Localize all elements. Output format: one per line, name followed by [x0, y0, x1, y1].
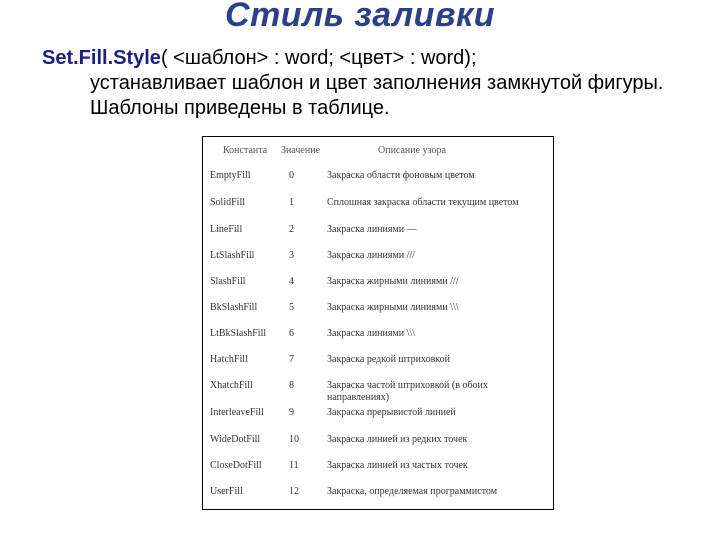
row-value: 8 [289, 380, 294, 391]
row-description: Сплошная закраска области текущим цветом [327, 197, 519, 208]
table-row [203, 460, 553, 488]
table-row [203, 276, 553, 304]
table-row [203, 407, 553, 435]
procedure-params: ( <шаблон> : word; <цвет> : word); [160, 47, 477, 69]
row-constant: LineFill [210, 224, 243, 235]
procedure-signature [42, 46, 702, 71]
row-constant: InterleaveFill [210, 407, 264, 418]
table-row [203, 224, 553, 252]
row-constant: LtBkSlashFill [210, 328, 267, 339]
row-description: Закраска редкой штриховкой [327, 354, 451, 365]
table-row [203, 250, 553, 278]
slide-description [42, 46, 702, 121]
row-value: 5 [289, 302, 294, 313]
table-row [203, 328, 553, 356]
row-value: 10 [289, 434, 299, 445]
row-description: Закраска жирными линиями \\\ [327, 302, 459, 313]
table-row [203, 170, 553, 198]
row-description: Закраска линией из частых точек [327, 460, 468, 471]
row-value: 9 [289, 407, 294, 418]
row-constant: SlashFill [210, 276, 246, 287]
row-description: Закраска жирными линиями /// [327, 276, 459, 287]
table-row [203, 434, 553, 462]
row-constant: LtSlashFill [210, 250, 255, 261]
slide-title: Стиль заливки [225, 0, 495, 34]
table-row [203, 197, 553, 225]
table-header-description: Описание узора [378, 145, 446, 156]
row-value: 7 [289, 354, 294, 365]
row-constant: SolidFill [210, 197, 246, 208]
row-description: Закраска, определяемая программистом [327, 486, 498, 497]
row-value: 2 [289, 224, 294, 235]
row-value: 4 [289, 276, 294, 287]
row-value: 12 [289, 486, 299, 497]
row-description: Закраска области фоновым цветом [327, 170, 475, 181]
row-description: Закраска линией из редких точек [327, 434, 468, 445]
table-header-constant: Константа [223, 145, 268, 156]
row-description: Закраска прерывистой линией [327, 407, 456, 418]
row-constant: CloseDotFill [210, 460, 262, 471]
row-constant: BkSlashFill [210, 302, 258, 313]
row-constant: UserFill [210, 486, 243, 497]
row-value: 1 [289, 197, 294, 208]
table-row [203, 302, 553, 330]
table-header-value: Значение [281, 145, 321, 156]
row-value: 3 [289, 250, 294, 261]
row-description: Закраска частой штриховкой (в обоих направлениях) [327, 380, 488, 403]
row-constant: XhatchFill [210, 380, 253, 391]
row-constant: WideDotFill [210, 434, 261, 445]
procedure-name: Set.Fill.Style [42, 47, 161, 69]
row-description: Закраска линиями \\\ [327, 328, 415, 339]
row-description: Закраска линиями — [327, 224, 417, 235]
row-constant: HatchFill [210, 354, 248, 365]
procedure-description: устанавливает шаблон и цвет заполнения замкнутой фигуры. Шаблоны приведены в таблице. [90, 72, 664, 119]
row-description: Закраска линиями /// [327, 250, 415, 261]
fill-patterns-table [202, 136, 554, 510]
row-value: 0 [289, 170, 294, 181]
table-row [203, 486, 553, 514]
table-row [203, 354, 553, 382]
row-constant: EmptyFill [210, 170, 251, 181]
row-value: 11 [289, 460, 299, 471]
row-value: 6 [289, 328, 294, 339]
